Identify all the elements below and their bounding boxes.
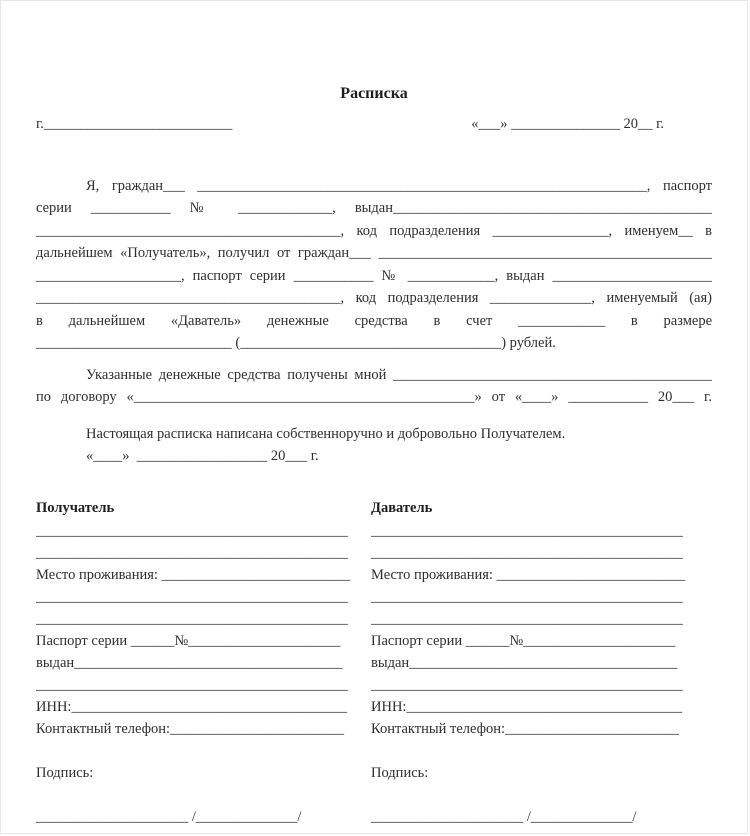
receiver-column [36,498,353,828]
form-line [371,784,688,806]
form-line: выдан_____________________________________ [36,654,343,671]
city-date-row [36,113,712,135]
form-line: по договору «_______________________________________________» от «____» ___________ 20___ г. [36,389,712,406]
form-line: Контактный телефон:________________________ [36,720,345,737]
form-line: ____________________, паспорт серии ___________ № ____________, выдан ______________________ [36,267,712,284]
form-line: ___________________________________________ [371,588,683,605]
form-line: ИНН:______________________________________ [371,698,682,715]
form-line: серии ___________ № _____________, выдан____________________________________________ [36,200,712,217]
form-line: ___________________________________________ [371,544,683,561]
form-line: Указанные денежные средства получены мной ____________________________________________ [86,366,712,383]
form-line: _____________________ /______________/ [36,808,302,825]
form-line: ИНН:______________________________________ [36,698,347,715]
city-blank-line: г.__________________________ [36,115,233,132]
form-line: выдан_____________________________________ [371,654,678,671]
date-blank-line: «___» _______________ 20__ г. [471,115,664,132]
form-line: ___________________________________________ [36,522,348,539]
form-line [36,784,353,806]
receiver-column-title: Получатель [36,499,115,516]
form-line: _____________________ /______________/ [371,808,637,825]
form-line: Место проживания: __________________________ [36,566,351,583]
document-title: Расписка [340,85,408,102]
giver-column-title: Даватель [371,499,433,516]
form-line: Подпись: [36,764,94,781]
form-line: ___________________________ (____________________________________) рублей. [36,335,556,352]
form-line: ___________________________________________ [371,676,683,693]
paragraph-funds-received [36,364,712,409]
form-line: ___________________________________________ [36,610,348,627]
form-line: «____» __________________ 20___ г. [86,448,319,465]
form-line: Я, граждан___ ______________________________________________________________, паспорт [86,177,712,194]
form-line: в дальнейшем «Даватель» денежные средства в счет ____________ в размере [36,312,712,329]
form-line: Настоящая расписка написана собственноручно и добровольно Получателем. [86,425,566,442]
form-line [36,740,353,762]
form-line: Место проживания: __________________________ [371,566,686,583]
form-line: ___________________________________________ [371,522,683,539]
giver-column [371,498,688,828]
form-line: дальнейшем «Получатель», получил от граждан___ ______________________________________________ [36,245,712,262]
form-line: Паспорт серии ______№_____________________ [371,632,676,649]
form-line: ___________________________________________ [371,610,683,627]
paragraph-handwritten-note [36,423,712,468]
form-line: ___________________________________________ [36,544,348,561]
signature-columns [36,498,712,828]
form-line: Подпись: [371,764,429,781]
receiver-fields [36,520,353,828]
giver-fields [371,520,688,828]
form-line: Паспорт серии ______№_____________________ [36,632,341,649]
receipt-form [1,1,747,828]
form-line: __________________________________________, код подразделения ______________, именуемый (ая) [36,290,712,307]
form-line: ___________________________________________ [36,588,348,605]
form-line: ___________________________________________ [36,676,348,693]
paragraph-parties [36,175,712,355]
form-line: Контактный телефон:________________________ [371,720,680,737]
form-line [371,740,688,762]
form-line: __________________________________________, код подразделения ________________, именуем__ в [36,222,712,239]
